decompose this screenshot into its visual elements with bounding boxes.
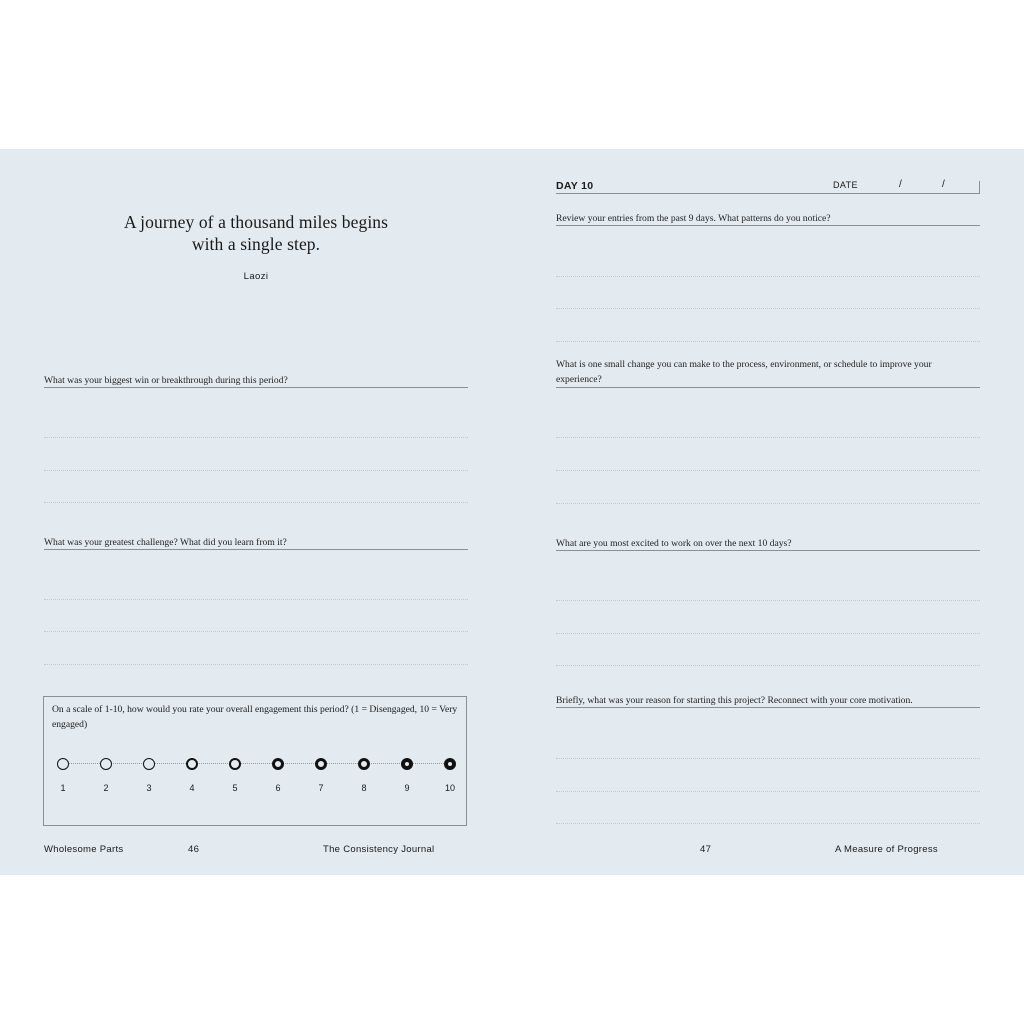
writing-line[interactable] [44, 470, 468, 471]
rating-option-4[interactable] [186, 758, 198, 770]
quote-line-1: A journey of a thousand miles begins [123, 212, 389, 232]
writing-line[interactable] [44, 631, 468, 632]
prompt-small-change: What is one small change you can make to the process, environment, or schedule to improve your experience? [556, 359, 932, 385]
prompt-rule [556, 225, 980, 226]
rating-number: 10 [444, 783, 455, 793]
writing-line[interactable] [556, 470, 980, 471]
writing-line[interactable] [556, 503, 980, 504]
writing-line[interactable] [556, 437, 980, 438]
date-separator: / [942, 179, 945, 190]
quote-line-2: with a single step. [191, 234, 321, 254]
quote [90, 211, 422, 255]
rating-number: 8 [361, 783, 367, 793]
writing-line[interactable] [556, 308, 980, 309]
rating-number: 2 [103, 783, 109, 793]
writing-line[interactable] [44, 502, 468, 503]
writing-line[interactable] [556, 341, 980, 342]
writing-line[interactable] [44, 664, 468, 665]
rating-option-3[interactable] [143, 758, 155, 770]
footer-book-title: The Consistency Journal [323, 844, 435, 855]
prompt-greatest-challenge: What was your greatest challenge? What did you learn from it? [44, 537, 287, 548]
rating-option-1[interactable] [57, 758, 69, 770]
date-field-line[interactable] [556, 193, 980, 194]
rating-number: 4 [189, 783, 195, 793]
footer-chapter: A Measure of Progress [835, 844, 938, 855]
writing-line[interactable] [556, 791, 980, 792]
date-label: DATE [833, 180, 858, 190]
prompt-rule [556, 387, 980, 388]
rating-option-8[interactable] [358, 758, 370, 770]
rating-number: 7 [318, 783, 324, 793]
writing-line[interactable] [556, 758, 980, 759]
writing-line[interactable] [556, 600, 980, 601]
writing-line[interactable] [556, 276, 980, 277]
rating-option-6[interactable] [272, 758, 284, 770]
date-separator: / [899, 179, 902, 190]
rating-option-5[interactable] [229, 758, 241, 770]
footer-section: Wholesome Parts [44, 844, 124, 855]
rating-scale-line [62, 763, 450, 764]
rating-option-10[interactable] [444, 758, 456, 770]
prompt-rule [44, 549, 468, 550]
rating-number: 1 [60, 783, 66, 793]
rating-question: On a scale of 1-10, how would you rate your overall engagement this period? (1 = Disengaged, 10 = Very engaged) [52, 704, 458, 730]
writing-line[interactable] [556, 823, 980, 824]
writing-line[interactable] [556, 633, 980, 634]
prompt-core-motivation: Briefly, what was your reason for starting this project? Reconnect with your core motivation. [556, 695, 913, 706]
rating-number: 3 [146, 783, 152, 793]
footer-page-number-left: 46 [188, 844, 200, 855]
prompt-rule [556, 707, 980, 708]
prompt-excited-next: What are you most excited to work on over the next 10 days? [556, 538, 792, 549]
writing-line[interactable] [44, 599, 468, 600]
engagement-rating-box [43, 696, 467, 826]
journal-spread [0, 149, 1024, 875]
footer-page-number-right: 47 [700, 844, 712, 855]
rating-number: 6 [275, 783, 281, 793]
prompt-rule [556, 550, 980, 551]
date-end-tick [979, 181, 980, 193]
quote-author: Laozi [243, 271, 269, 282]
writing-line[interactable] [556, 665, 980, 666]
prompt-review-patterns: Review your entries from the past 9 days. What patterns do you notice? [556, 213, 831, 224]
prompt-biggest-win: What was your biggest win or breakthrough during this period? [44, 375, 288, 386]
rating-option-9[interactable] [401, 758, 413, 770]
prompt-rule [44, 387, 468, 388]
day-title: DAY 10 [556, 180, 594, 192]
rating-option-7[interactable] [315, 758, 327, 770]
rating-number: 9 [404, 783, 410, 793]
rating-number: 5 [232, 783, 238, 793]
rating-option-2[interactable] [100, 758, 112, 770]
writing-line[interactable] [44, 437, 468, 438]
